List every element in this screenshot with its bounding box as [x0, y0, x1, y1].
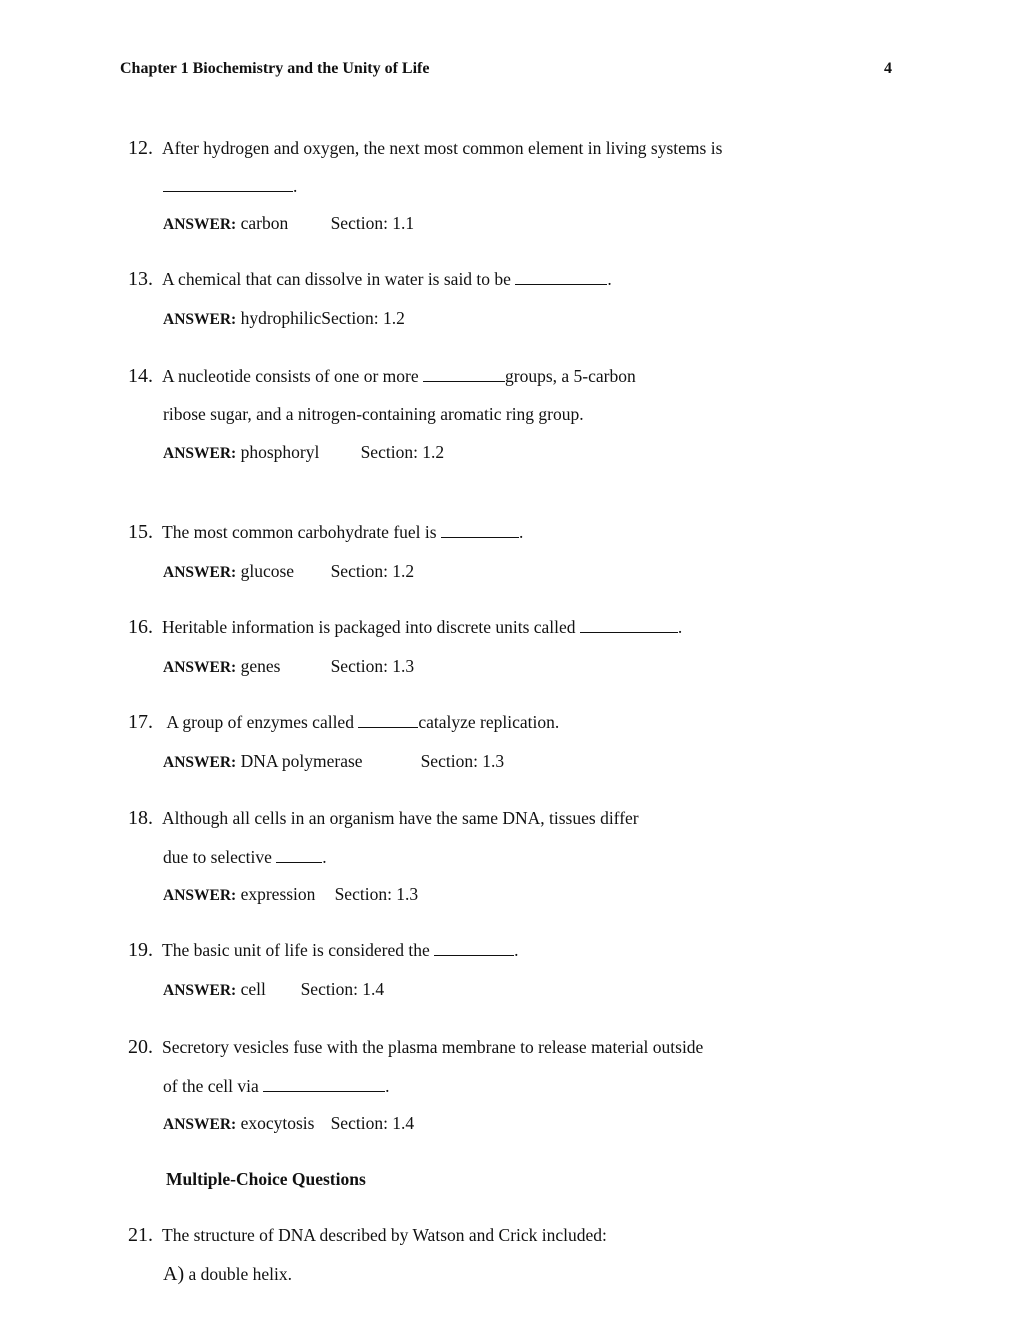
- question-text-cont: groups, a 5-carbon: [505, 366, 636, 386]
- answer-label: ANSWER:: [163, 754, 237, 771]
- answer-label: ANSWER:: [163, 1116, 237, 1133]
- section-ref: Section: 1.4: [330, 1113, 415, 1133]
- question-text-cont: catalyze replication.: [418, 712, 560, 732]
- answer-blank: [163, 177, 293, 192]
- option-text: a double helix.: [188, 1264, 292, 1284]
- question-18: [128, 808, 639, 828]
- question-16: [128, 617, 682, 637]
- section-ref: Section: 1.3: [330, 656, 415, 676]
- answer-label: ANSWER:: [163, 659, 237, 676]
- answer-13: [163, 308, 405, 329]
- answer-value: exocytosis: [240, 1113, 315, 1133]
- section-ref: Section: 1.2: [330, 561, 415, 581]
- answer-label: ANSWER:: [163, 982, 237, 999]
- answer-value: phosphoryl: [240, 442, 320, 462]
- question-text: Heritable information is packaged into discrete units called: [162, 617, 576, 637]
- question-text: A chemical that can dissolve in water is said to be: [162, 269, 511, 289]
- answer-value: carbon: [240, 213, 289, 233]
- question-number: 20.: [128, 1036, 153, 1058]
- question-text-cont: due to selective: [163, 847, 272, 867]
- question-number: 13.: [128, 268, 153, 290]
- section-heading: Multiple-Choice Questions: [166, 1169, 366, 1189]
- chapter-title: Chapter 1 Biochemistry and the Unity of Life: [120, 60, 430, 77]
- answer-blank: [580, 618, 678, 633]
- punctuation: .: [677, 617, 683, 637]
- question-14-line2: ribose sugar, and a nitrogen-containing aromatic ring group.: [163, 404, 584, 424]
- question-text: The most common carbohydrate fuel is: [162, 522, 437, 542]
- page-header: [120, 60, 892, 78]
- answer-value: DNA polymerase: [240, 751, 363, 771]
- answer-15: [163, 561, 414, 582]
- option-letter: A): [163, 1263, 185, 1285]
- section-ref: Section: 1.4: [300, 979, 385, 999]
- answer-20: [163, 1113, 414, 1134]
- option-a: [163, 1263, 292, 1286]
- question-20: [128, 1037, 703, 1057]
- page-number: 4: [884, 60, 892, 77]
- question-number: 18.: [128, 807, 153, 829]
- answer-blank: [515, 270, 607, 285]
- answer-12: [163, 213, 414, 234]
- question-12-blank-line: [163, 176, 297, 197]
- punctuation: .: [518, 522, 524, 542]
- answer-value: hydrophilic: [240, 308, 322, 328]
- answer-blank: [358, 713, 418, 728]
- answer-label: ANSWER:: [163, 216, 237, 233]
- section-ref: Section: 1.2: [360, 442, 445, 462]
- question-20-line2: [163, 1076, 389, 1097]
- question-text: The structure of DNA described by Watson and Crick included:: [162, 1225, 607, 1245]
- question-number: 17.: [128, 711, 153, 733]
- question-number: 19.: [128, 939, 153, 961]
- question-number: 12.: [128, 137, 153, 159]
- answer-value: expression: [240, 884, 316, 904]
- answer-16: [163, 656, 414, 677]
- question-14: [128, 366, 636, 386]
- section-ref: Section: 1.2: [321, 308, 405, 328]
- question-text: A group of enzymes called: [166, 712, 354, 732]
- answer-label: ANSWER:: [163, 445, 237, 462]
- punctuation: .: [607, 269, 612, 289]
- answer-value: genes: [240, 656, 281, 676]
- question-text: Although all cells in an organism have the same DNA, tissues differ: [162, 808, 639, 828]
- answer-label: ANSWER:: [163, 887, 237, 904]
- answer-17: [163, 751, 504, 772]
- question-text: The basic unit of life is considered the: [162, 940, 430, 960]
- section-ref: Section: 1.1: [330, 213, 415, 233]
- question-12: [128, 138, 722, 158]
- answer-blank: [263, 1077, 385, 1092]
- answer-blank: [423, 367, 505, 382]
- question-text-cont: of the cell via: [163, 1076, 259, 1096]
- punctuation: .: [322, 847, 327, 867]
- punctuation: .: [514, 940, 519, 960]
- question-text: A nucleotide consists of one or more: [162, 366, 419, 386]
- section-ref: Section: 1.3: [334, 884, 419, 904]
- question-number: 21.: [128, 1224, 153, 1246]
- question-number: 14.: [128, 365, 153, 387]
- section-ref: Section: 1.3: [420, 751, 505, 771]
- punctuation: .: [293, 176, 298, 196]
- answer-value: glucose: [240, 561, 295, 581]
- answer-blank: [441, 523, 519, 538]
- question-21: [128, 1225, 607, 1245]
- answer-14: [163, 442, 444, 463]
- question-number: 15.: [128, 521, 153, 543]
- question-number: 16.: [128, 616, 153, 638]
- answer-blank: [434, 941, 514, 956]
- answer-label: ANSWER:: [163, 564, 237, 581]
- question-19: [128, 940, 519, 960]
- question-text: After hydrogen and oxygen, the next most common element in living systems is: [162, 138, 723, 158]
- question-13: [128, 269, 612, 289]
- answer-blank: [276, 848, 322, 863]
- question-17: [128, 712, 559, 732]
- answer-value: cell: [240, 979, 266, 999]
- question-text: Secretory vesicles fuse with the plasma membrane to release material outside: [162, 1037, 704, 1057]
- answer-19: [163, 979, 384, 1000]
- punctuation: .: [385, 1076, 390, 1096]
- answer-label: ANSWER:: [163, 311, 237, 328]
- answer-18: [163, 884, 418, 905]
- question-15: [128, 522, 523, 542]
- question-18-line2: [163, 847, 327, 868]
